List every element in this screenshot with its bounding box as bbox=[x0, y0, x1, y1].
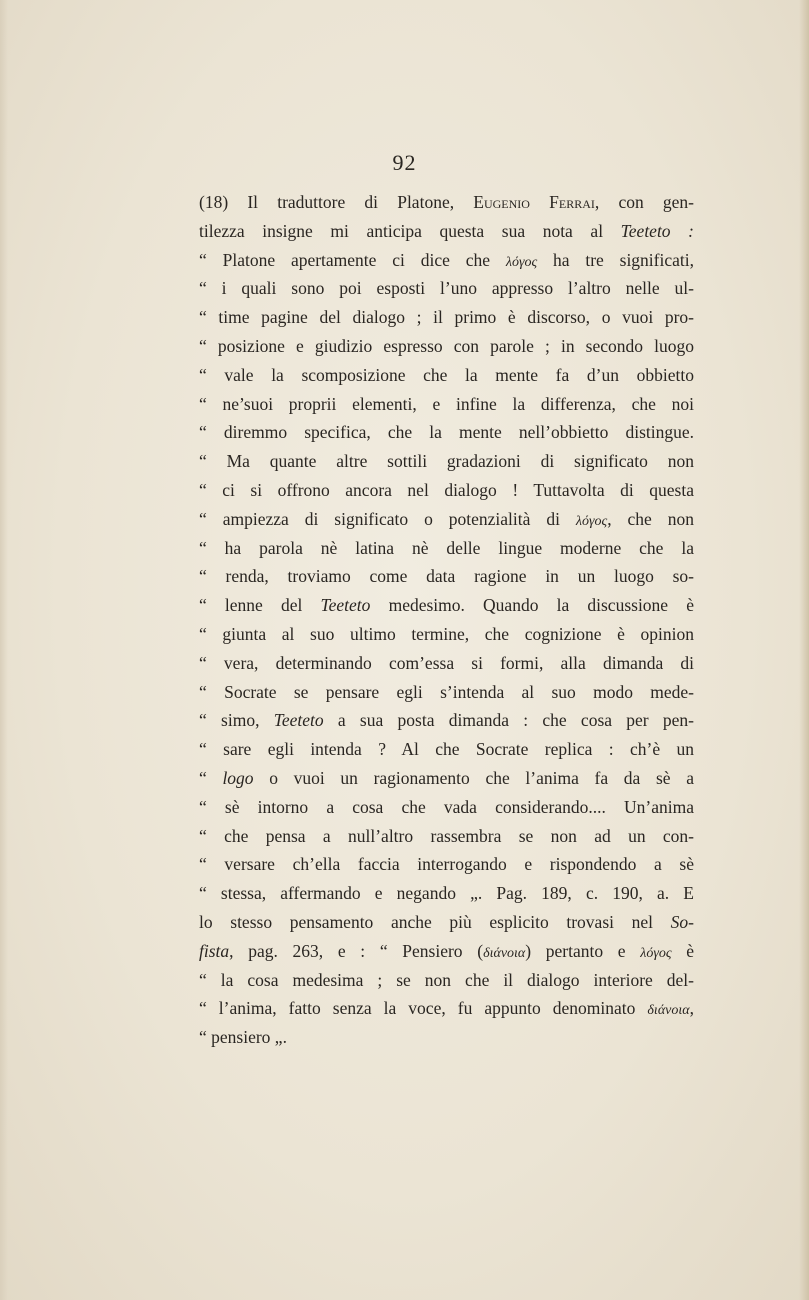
text-run: “ versare ch’ella faccia interrogando e rispondendo a sè bbox=[199, 854, 694, 875]
text-run: “ diremmo specifica, che la mente nell’obbietto distingue. bbox=[199, 422, 694, 443]
text-run: “ ha parola nè latina nè delle lingue moderne che la bbox=[199, 537, 694, 558]
text-run: “ bbox=[199, 767, 223, 788]
text-run: ha tre significati, bbox=[537, 249, 694, 270]
text-run: , pag. 263, e : “ Pensiero ( bbox=[229, 940, 484, 961]
italic-term: logo bbox=[222, 767, 254, 788]
text-run: è bbox=[671, 940, 694, 961]
text-run: “ ampiezza di significato o potenzialità di bbox=[199, 508, 576, 529]
text-run: “ vera, determinando com’essa si formi, alla dimanda di bbox=[199, 652, 694, 673]
page-edge-left bbox=[0, 0, 8, 1300]
text-line bbox=[199, 476, 694, 505]
page-edge-right bbox=[799, 0, 809, 1300]
author-name: Eugenio Ferrai bbox=[473, 192, 595, 212]
greek-word: λόγος bbox=[575, 513, 608, 529]
text-line bbox=[199, 994, 694, 1023]
italic-term: Teeteto bbox=[320, 595, 371, 616]
text-line bbox=[199, 822, 694, 851]
text-run: (18) Il traduttore di Platone, bbox=[199, 192, 474, 212]
text-run: “ pensiero „. bbox=[199, 1027, 287, 1048]
text-run: medesimo. Quando la discussione è bbox=[370, 595, 694, 616]
text-run: , bbox=[689, 998, 694, 1019]
greek-word: διάνοια bbox=[483, 945, 526, 961]
text-line bbox=[199, 764, 694, 793]
text-run: “ posizione e giudizio espresso con parole ; in secondo luogo bbox=[199, 335, 694, 356]
text-run: “ sè intorno a cosa che vada considerando.... Un’anima bbox=[199, 796, 694, 817]
text-run: “ l’anima, fatto senza la voce, fu appunto denominato bbox=[199, 998, 648, 1019]
text-line bbox=[199, 303, 694, 332]
text-run: “ sare egli intenda ? Al che Socrate replica : ch’è un bbox=[199, 739, 694, 760]
text-line bbox=[199, 332, 694, 361]
text-run: “ ne’suoi proprii elementi, e infine la differenza, che noi bbox=[199, 393, 694, 414]
text-run: “ simo, bbox=[199, 710, 274, 731]
italic-term: So- bbox=[670, 911, 694, 932]
text-line bbox=[199, 937, 694, 966]
text-run: ) pertanto e bbox=[525, 940, 641, 961]
text-run: “ ci si offrono ancora nel dialogo ! Tuttavolta di questa bbox=[199, 479, 694, 500]
text-run: o vuoi un ragionamento che l’anima fa da sè a bbox=[253, 767, 694, 788]
text-line bbox=[199, 447, 694, 476]
italic-term: Teeteto bbox=[273, 710, 324, 731]
text-line bbox=[199, 678, 694, 707]
text-line bbox=[199, 274, 694, 303]
text-run: tilezza insigne mi anticipa questa sua nota al bbox=[199, 220, 621, 241]
text-run: “ Ma quante altre sottili gradazioni di significato non bbox=[199, 451, 694, 472]
text-line bbox=[199, 735, 694, 764]
italic-term: fista bbox=[199, 940, 230, 961]
text-run: “ giunta al suo ultimo termine, che cognizione è opinion bbox=[199, 623, 694, 644]
text-run: “ lenne del bbox=[199, 595, 321, 616]
text-run: “ la cosa medesima ; se non che il dialogo interiore del- bbox=[199, 969, 694, 990]
text-run: “ stessa, affermando e negando „. Pag. 189, c. 190, a. E bbox=[199, 883, 694, 904]
text-line bbox=[199, 879, 694, 908]
text-line bbox=[199, 591, 694, 620]
text-run: “ i quali sono poi esposti l’uno appresso l’altro nelle ul- bbox=[199, 278, 694, 299]
footnote-text bbox=[199, 188, 694, 1052]
greek-word: λόγος bbox=[505, 254, 538, 270]
text-line bbox=[199, 908, 694, 937]
italic-term: Teeteto : bbox=[620, 220, 694, 241]
text-run: “ Socrate se pensare egli s’intenda al suo modo mede- bbox=[199, 681, 694, 702]
text-line bbox=[199, 418, 694, 447]
text-line bbox=[199, 246, 694, 275]
text-line bbox=[199, 361, 694, 390]
text-line bbox=[199, 850, 694, 879]
greek-word: λόγος bbox=[640, 945, 672, 961]
text-line bbox=[199, 390, 694, 419]
text-line bbox=[199, 649, 694, 678]
text-line bbox=[199, 188, 694, 217]
text-line bbox=[199, 793, 694, 822]
text-run: “ Platone apertamente ci dice che bbox=[199, 249, 506, 270]
text-line bbox=[199, 620, 694, 649]
text-line bbox=[199, 505, 694, 534]
text-line bbox=[199, 966, 694, 995]
page-number: 92 bbox=[392, 150, 417, 175]
greek-word: διάνοια bbox=[647, 1003, 690, 1019]
text-run: , con gen- bbox=[594, 192, 694, 212]
text-line bbox=[199, 1023, 694, 1052]
text-run: , che non bbox=[607, 508, 694, 529]
text-line bbox=[199, 534, 694, 563]
text-line bbox=[199, 217, 694, 246]
text-run: “ time pagine del dialogo ; il primo è discorso, o vuoi pro- bbox=[199, 307, 694, 328]
text-run: “ renda, troviamo come data ragione in un luogo so- bbox=[199, 566, 694, 587]
text-run: “ vale la scomposizione che la mente fa d’un obbietto bbox=[199, 364, 694, 385]
text-line bbox=[199, 706, 694, 735]
text-run: a sua posta dimanda : che cosa per pen- bbox=[323, 710, 694, 731]
text-run: “ che pensa a null’altro rassembra se non ad un con- bbox=[199, 825, 694, 846]
text-line bbox=[199, 562, 694, 591]
text-run: lo stesso pensamento anche più esplicito trovasi nel bbox=[199, 911, 671, 932]
